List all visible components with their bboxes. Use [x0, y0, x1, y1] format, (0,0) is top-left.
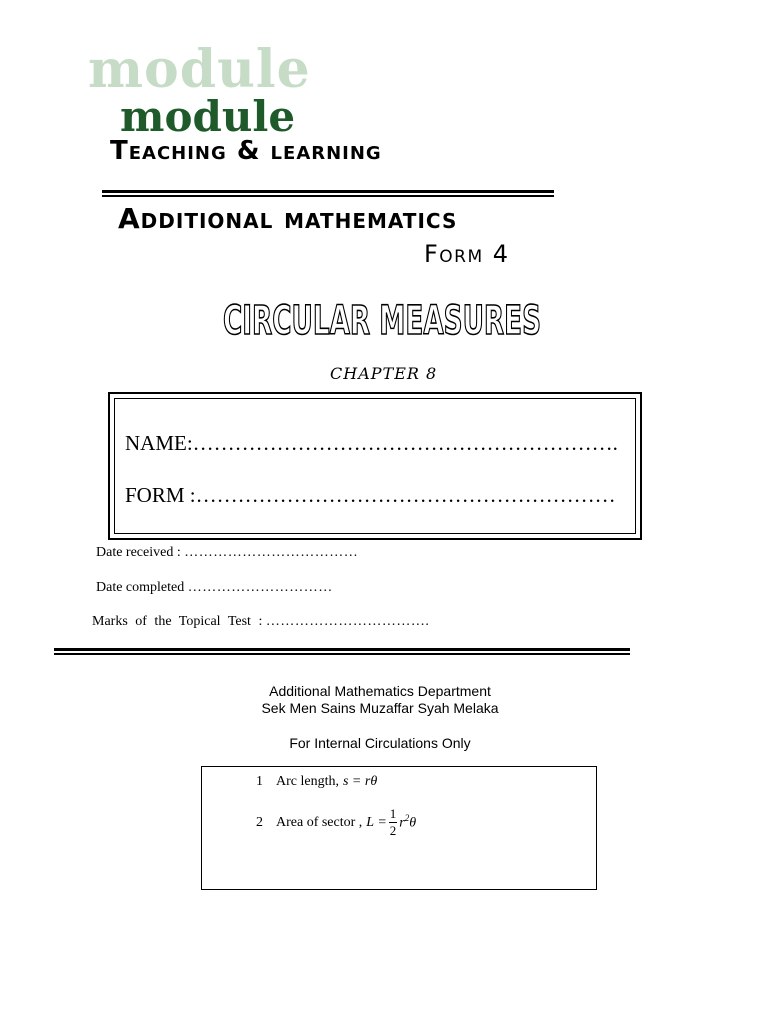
marks-field[interactable]: ……………………………. — [265, 614, 430, 629]
module-wordmark-light: module — [88, 39, 311, 100]
date-received-field[interactable]: ……………………………… — [184, 545, 359, 560]
marks-row — [92, 615, 429, 629]
fraction-numerator: 1 — [389, 807, 398, 823]
formula-label: Area of sector , — [276, 814, 363, 830]
formula-rhs — [399, 814, 416, 831]
formula-label: Arc length, — [276, 774, 339, 789]
formula-box — [201, 766, 597, 890]
form-level: Form 4 — [424, 240, 510, 268]
formula-number: 2 — [256, 814, 263, 830]
name-field[interactable]: NAME:……………………………………………………. — [125, 431, 618, 455]
date-received-row — [96, 546, 358, 560]
subject-title: Additional mathematics — [118, 202, 458, 235]
formula-number: 1 — [256, 774, 263, 789]
date-completed-label: Date completed — [96, 580, 185, 595]
formula-rhs-theta: θ — [409, 816, 417, 832]
fraction-half — [389, 807, 398, 839]
section-divider — [54, 648, 630, 655]
circulation-note: For Internal Circulations Only — [289, 735, 471, 751]
formula-lhs: L = — [366, 814, 387, 830]
department-name: Additional Mathematics Department — [269, 683, 491, 699]
date-completed-row — [96, 581, 333, 595]
marks-label: Marks of the Topical Test : — [92, 614, 263, 629]
teaching-learning-tagline: Teaching & learning — [110, 136, 382, 166]
student-info-box — [108, 392, 642, 540]
student-info-box-inner — [114, 398, 636, 534]
date-completed-field[interactable]: ………………………… — [187, 580, 333, 595]
formula-rhs-base: r — [399, 816, 405, 832]
fraction-denominator: 2 — [389, 823, 397, 839]
topic-title — [218, 292, 546, 344]
date-received-label: Date received : — [96, 545, 181, 560]
formula-arc-length — [256, 775, 377, 789]
school-name: Sek Men Sains Muzaffar Syah Melaka — [261, 700, 499, 716]
formula-expression: s = rθ — [342, 774, 378, 789]
formula-sector-area — [256, 807, 416, 839]
module-wordmark-dark: module — [120, 92, 296, 141]
chapter-label: CHAPTER 8 — [330, 364, 438, 383]
topic-title-text: CIRCULAR MEASURES — [223, 298, 541, 344]
formula-rhs-exponent: 2 — [404, 813, 410, 824]
header-divider — [102, 190, 554, 197]
form-field[interactable]: FORM :…………………………………………………… — [125, 483, 616, 507]
